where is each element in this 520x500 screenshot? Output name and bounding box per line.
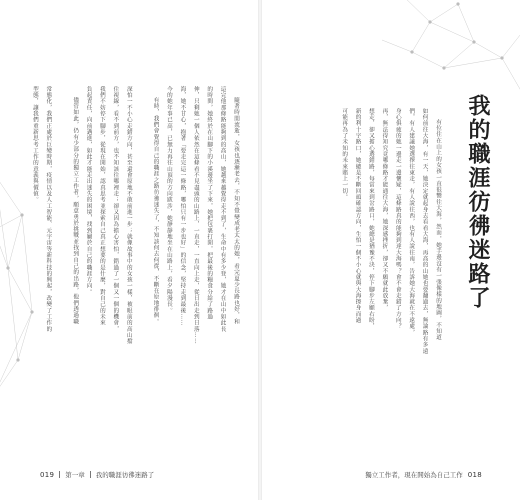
left-page [0, 0, 258, 500]
paragraph: 有位住在山上的女孩一直很嚮往大海，然而，她手邊沒有一張像樣的地圖，不知道 [435, 119, 441, 341]
paragraph: 海，她不甘心，抱著「要走完這一條路，哪怕只有一步也好」的信念，堅持走到最後…… [179, 86, 186, 326]
paragraph: 型態，讓我們重新思考工作的意義與價值。 [31, 86, 38, 203]
paragraph: 常態化，我們正處於巨變時期，疫情以及人工智能、元宇宙等新科技的興起，改變了工作的 [45, 86, 52, 332]
paragraph: 這完他那條路能夠到的高山，她越來越覺得走不到了，生命中有多少登，她才在山中如此長 [219, 86, 226, 332]
paragraph: 身心俱疲的她一邊走一邊懷疑，這條路真的能夠到達大海嗎？會不會走錯了方向？ [394, 108, 401, 330]
right-page [262, 0, 520, 500]
running-title: 我的職涯彷彿迷路了 [95, 471, 155, 479]
paragraph: 的時間，她終於在山腳下的小溪邊坐了下來，她把包裹打開，把最後的糧食分給了路過 [206, 86, 213, 320]
paragraph: 負起責任，向前邁進，如此才能走出迷失的困境，找到屬於自己的職涯方向。 [85, 86, 92, 296]
chapter-title: 我的職涯彷彿迷路了 [465, 94, 490, 310]
paragraph: 再，無法得知究竟哪條路才能通往大海，她深感挫折，卻又不願就此放棄， [381, 108, 388, 311]
page-number: 018 [467, 470, 482, 479]
page-number: 019 [40, 470, 55, 479]
paragraph: 可能再為了未知的未來賭上一切。 [341, 108, 348, 201]
running-title: 獨立工作者，現在開始為自己工作 [365, 471, 463, 479]
chapter-label: 第一章 [65, 471, 85, 479]
paragraph: 我們不妨停下腳步，從現在開始，認真思考並探索自己真正想要的是什麼，對自己的未來 [98, 86, 105, 326]
paragraph: 新的利十字路口，她總是不斷回頭確認方向，生怕一個不小心就與大海擦身而過 [354, 108, 361, 324]
paragraph: 深怕一不小心走錯方向，甚至還會原地不敢前進一步；就像故事中的女孩一樣，被眼前的高山擋 [125, 86, 132, 345]
paragraph: 伸，只剩她一個人依然在這條看不見盡頭的山路上，一直走，一直向上走，從日出走到日落…… [192, 86, 199, 345]
paragraph: 有時，我們會覺得自己的職涯之路彷彿迷失了，不知該何去何從，不斷在原地徘徊。 [152, 97, 159, 325]
paragraph: 儘管如此，仍有少部分的獨立工作者，願意勇於挑戰並找到自己的出路，他們透過職 [72, 97, 79, 325]
right-body-text [337, 108, 444, 364]
left-body-text [28, 86, 242, 364]
divider [90, 471, 91, 478]
paragraph: 如何前往大海，有一天，她決定就起身去看看大海，再高的山她也要翻過去，無論路有多遠 [421, 108, 428, 354]
paragraph: 們，有人建議她選擇往東走，有人說往西，也有人說往南，告訴她大海就在不遠處， [408, 108, 415, 336]
paragraph: 今的她年事已高，已無力再往山頂的方向跋涉，她靜靜地坐在山路上，看夕陽漫長。 [165, 86, 172, 314]
left-footer [40, 470, 154, 479]
right-footer [365, 470, 482, 479]
paragraph: 住視線，看不到前方，也不知該往哪裡走；卻又因為擔心害怕，錯過了一個又一個的機會， [112, 86, 119, 332]
paragraph: 隨著時間流逝，女孩也逐漸老去，不知不覺變成老太太的她，看完夏少長路也好，和 [233, 97, 239, 325]
paragraph: 想走，卻又擔心選錯路，每當來到岔路口，她總是猶豫不決，停下腳步左顧右盼， [367, 108, 374, 330]
divider [59, 471, 60, 478]
